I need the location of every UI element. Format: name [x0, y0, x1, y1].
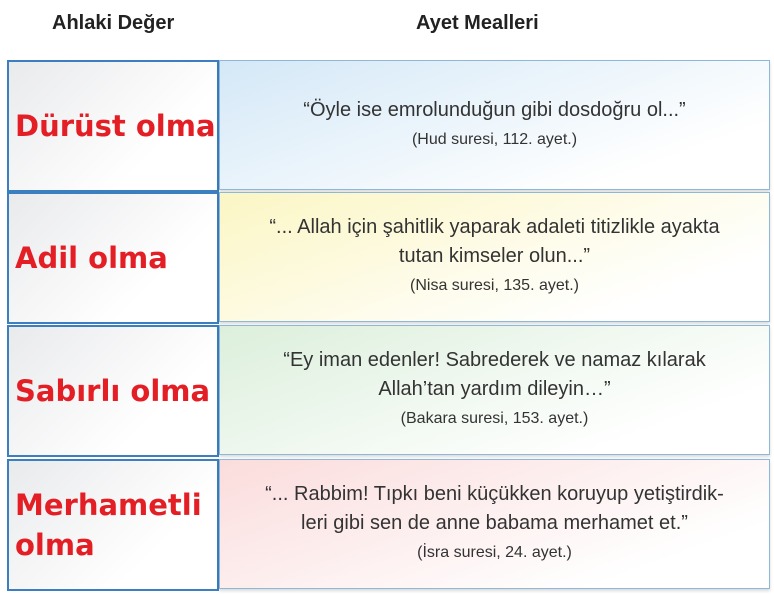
verse-cell — [219, 459, 770, 589]
quote-line: tutan kimseler olun...” — [398, 245, 591, 267]
quote-line: “... Allah için şahitlik yaparak adaleti titizlikle ayakta — [269, 216, 720, 238]
verse-cell — [219, 60, 770, 190]
value-label: Sabırlı olma — [15, 374, 211, 408]
quote-line: leri gibi sen de anne babama merhamet et.” — [301, 512, 688, 534]
value-cell — [7, 60, 219, 192]
table-row — [7, 459, 770, 589]
verse-cell — [219, 192, 770, 322]
verse-reference: (Bakara suresi, 153. ayet.) — [400, 410, 589, 427]
value-cell — [7, 459, 219, 591]
table-row — [7, 325, 770, 455]
value-label: Merhametli olma — [15, 488, 202, 562]
quote-line: “Öyle ise emrolunduğun gibi dosdoğru ol...” — [303, 98, 686, 121]
value-label: Dürüst olma — [15, 109, 216, 143]
verse-cell — [219, 325, 770, 455]
header-ayet-mealleri: Ayet Mealleri — [416, 12, 539, 34]
table-row — [7, 192, 770, 322]
quote-line: “... Rabbim! Tıpkı beni küçükken koruyup yetiştirdik- — [265, 483, 724, 505]
value-cell — [7, 325, 219, 457]
verse-reference: (İsra suresi, 24. ayet.) — [417, 544, 572, 561]
verse-reference: (Hud suresi, 112. ayet.) — [411, 130, 578, 148]
quote-line: Allah’tan yardım dileyin…” — [378, 378, 611, 400]
header-ahlaki-deger: Ahlaki Değer — [52, 12, 175, 34]
value-cell — [7, 192, 219, 324]
verse-reference: (Nisa suresi, 135. ayet.) — [410, 277, 579, 294]
quote-line: “Ey iman edenler! Sabrederek ve namaz kılarak — [283, 349, 706, 371]
value-label: Adil olma — [15, 241, 168, 275]
table-row — [7, 60, 770, 190]
